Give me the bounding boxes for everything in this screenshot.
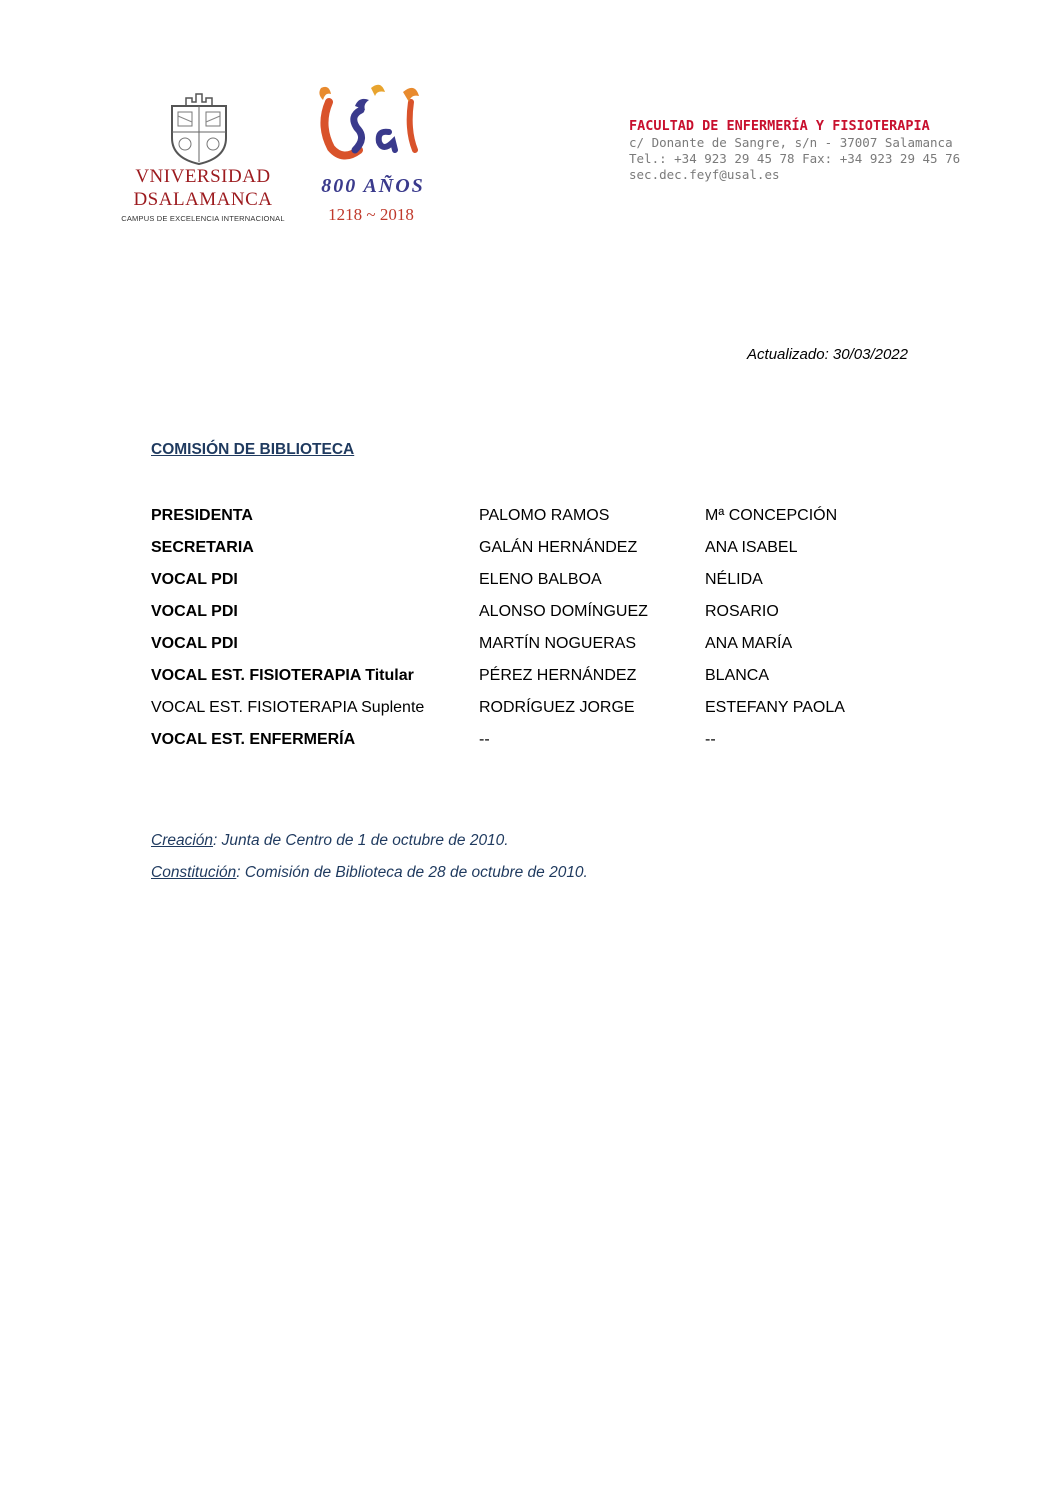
updated-date: Actualizado: 30/03/2022: [747, 346, 908, 363]
member-surname: ALONSO DOMÍNGUEZ: [479, 603, 648, 620]
member-role: VOCAL EST. FISIOTERAPIA Suplente: [151, 699, 425, 716]
creation-text: : Junta de Centro de 1 de octubre de 2010.: [213, 832, 509, 849]
university-crest-icon: [164, 92, 234, 166]
member-name: NÉLIDA: [705, 571, 763, 588]
member-row: [151, 505, 911, 537]
anniversary-years: 1218 ~ 2018: [328, 205, 414, 224]
constitution-label: Constitución: [151, 864, 237, 881]
member-role: PRESIDENTA: [151, 507, 253, 524]
member-name: ROSARIO: [705, 603, 779, 620]
member-row: [151, 537, 911, 569]
university-logo: [118, 92, 288, 232]
member-role: SECRETARIA: [151, 539, 254, 556]
member-surname: MARTÍN NOGUERAS: [479, 635, 637, 652]
member-surname: PÉREZ HERNÁNDEZ: [479, 667, 637, 684]
member-row: [151, 601, 911, 633]
member-row: [151, 697, 911, 729]
member-role: VOCAL PDI: [151, 603, 238, 620]
member-role: VOCAL PDI: [151, 571, 238, 588]
faculty-phones: Tel.: +34 923 29 45 78 Fax: +34 923 29 45 76: [629, 151, 961, 166]
member-surname: ELENO BALBOA: [479, 571, 602, 588]
document-title: COMISIÓN DE BIBLIOTECA: [151, 441, 355, 458]
creation-label: Creación: [151, 832, 214, 849]
notes-block: [151, 825, 588, 889]
member-surname: PALOMO RAMOS: [479, 507, 610, 524]
member-surname: GALÁN HERNÁNDEZ: [479, 539, 638, 556]
creation-note: [151, 825, 588, 857]
member-role: VOCAL EST. ENFERMERÍA: [151, 731, 356, 748]
member-row: [151, 569, 911, 601]
member-surname: --: [479, 731, 490, 748]
university-tagline: CAMPUS DE EXCELENCIA INTERNACIONAL: [121, 214, 285, 223]
university-name-line2: DSALAMANCA: [133, 189, 273, 210]
faculty-contact-block: [629, 118, 960, 183]
usal-flame-icon: [311, 80, 431, 175]
member-surname: RODRÍGUEZ JORGE: [479, 699, 635, 716]
member-name: ANA MARÍA: [705, 635, 793, 652]
constitution-note: [151, 857, 588, 889]
member-name: ESTEFANY PAOLA: [705, 699, 845, 716]
member-row: [151, 729, 911, 761]
member-name: --: [705, 731, 716, 748]
members-list: [151, 505, 911, 761]
faculty-name: FACULTAD DE ENFERMERÍA Y FISIOTERAPIA: [629, 118, 930, 134]
faculty-email: sec.dec.feyf@usal.es: [629, 167, 780, 182]
member-row: [151, 665, 911, 697]
member-role: VOCAL EST. FISIOTERAPIA Titular: [151, 667, 414, 684]
anniversary-text: 800 AÑOS: [321, 175, 425, 197]
member-role: VOCAL PDI: [151, 635, 238, 652]
faculty-address: c/ Donante de Sangre, s/n - 37007 Salamanca: [629, 135, 953, 150]
member-row: [151, 633, 911, 665]
member-name: ANA ISABEL: [705, 539, 798, 556]
member-name: BLANCA: [705, 667, 770, 684]
member-name: Mª CONCEPCIÓN: [705, 507, 838, 524]
university-name-line1: VNIVERSIDAD: [135, 166, 271, 187]
anniversary-logo: [306, 80, 436, 230]
constitution-text: : Comisión de Biblioteca de 28 de octubre de 2010.: [236, 864, 588, 881]
